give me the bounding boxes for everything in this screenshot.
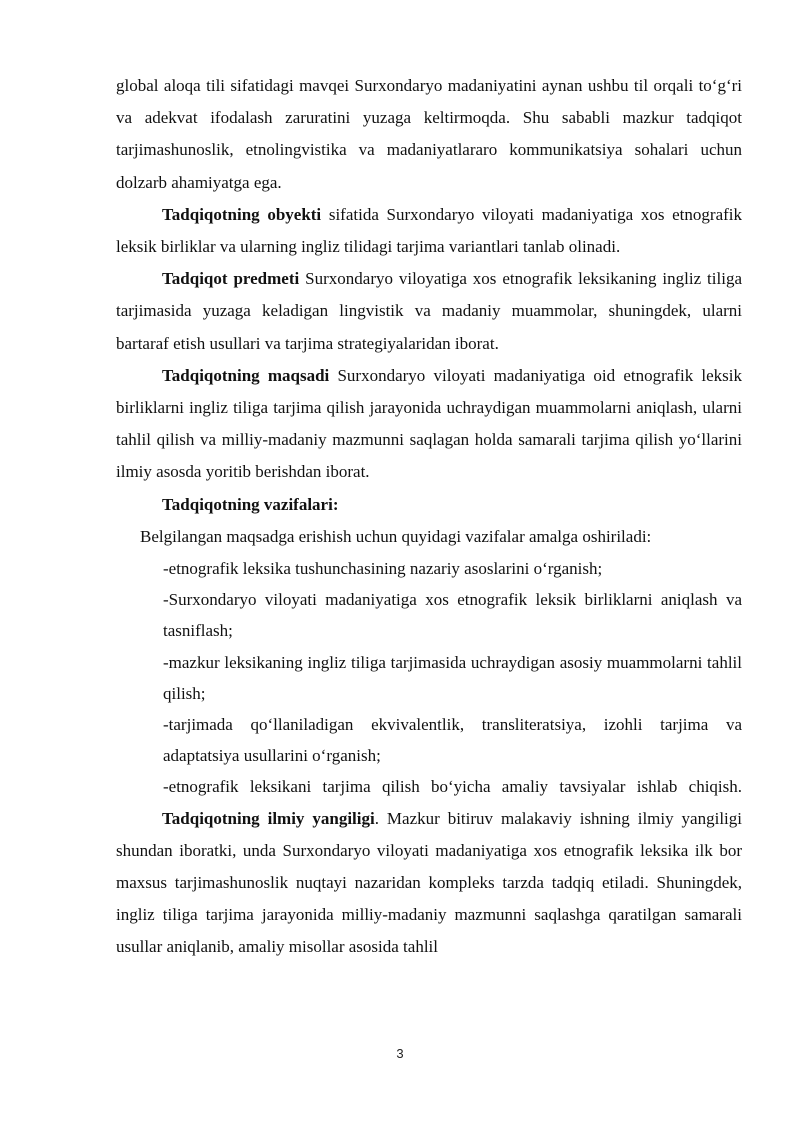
text-novelty: . Mazkur bitiruv malakaviy ishning ilmiy yangiligi shundan iboratki, unda Surxondaryo viloyati madaniyatiga xos etnografik leksika ilk bor maxsus tarjimashunoslik nuqtayi nazaridan kompleks tarzda tadqiq etiladi. Shuningdek, ingliz tiliga tarjima jarayonida milliy-madaniy mazmunni saqlashga qaratilgan samarali usullar aniqlanib, amaliy misollar asosida tahlil <box>116 808 742 957</box>
paragraph-subject <box>116 263 742 360</box>
text-subject: Surxondaryo viloyatiga xos etnografik leksikaning ingliz tiliga tarjimasida yuzaga keladigan lingvistik va madaniy muammolar, shuningdek, ularni bartaraf etish usullari va tarjima strategiyalaridan iborat. <box>116 269 742 353</box>
paragraph-tasks-heading <box>116 489 742 521</box>
paragraph-novelty <box>116 803 742 964</box>
paragraph-object <box>116 199 742 263</box>
heading-aim: Tadqiqotning maqsadi <box>162 365 330 385</box>
list-item: -Surxondaryo viloyati madaniyatiga xos etnografik leksik birliklarni aniqlash va tasniflash; <box>163 590 742 641</box>
list-item: -etnografik leksika tushunchasining nazariy asoslarini o‘rganish; <box>163 559 603 579</box>
document-page <box>116 70 742 964</box>
list-item: -etnografik leksikani tarjima qilish bo‘yicha amaliy tavsiyalar ishlab chiqish. <box>163 777 742 797</box>
text-object: sifatida Surxondaryo viloyati madaniyatiga xos etnografik leksik birliklar va ularning ingliz tilidagi tarjima variantlari tanlab olinadi. <box>116 204 742 257</box>
heading-object: Tadqiqotning obyekti <box>162 204 322 224</box>
heading-novelty: Tadqiqotning ilmiy yangiligi <box>162 808 375 828</box>
list-item: -mazkur leksikaning ingliz tiliga tarjimasida uchraydigan asosiy muammolarni tahlil qilish; <box>163 652 742 703</box>
list-item: -tarjimada qo‘llaniladigan ekvivalentlik, transliteratsiya, izohli tarjima va adaptatsiya usullarini o‘rganish; <box>163 715 742 766</box>
paragraph-aim <box>116 360 742 489</box>
paragraph-tasks-intro: Belgilangan maqsadga erishish uchun quyidagi vazifalar amalga oshiriladi: <box>140 526 652 546</box>
heading-subject: Tadqiqot predmeti <box>162 269 300 289</box>
paragraph-intro: global aloqa tili sifatidagi mavqei Surxondaryo madaniyatini aynan ushbu til orqali to‘g‘ri va adekvat ifodalash zaruratini yuzaga keltirmoqda. Shu sababli mazkur tadqiqot tarjimashunoslik, etnolingvistika va madaniyatlararo kommunikatsiya sohalari uchun dolzarb ahamiyatga ega. <box>116 76 742 192</box>
heading-tasks: Tadqiqotning vazifalari: <box>162 494 339 514</box>
page-number: 3 <box>396 1046 404 1061</box>
text-aim: Surxondaryo viloyati madaniyatiga oid etnografik leksik birliklarni ingliz tiliga tarjima qilish jarayonida uchraydigan muammolarni aniqlash, ularni tahlil qilish va milliy-madaniy mazmunni saqlagan holda samarali tarjima qilish yo‘llarini ilmiy asosda yoritib berishdan iborat. <box>116 365 742 482</box>
